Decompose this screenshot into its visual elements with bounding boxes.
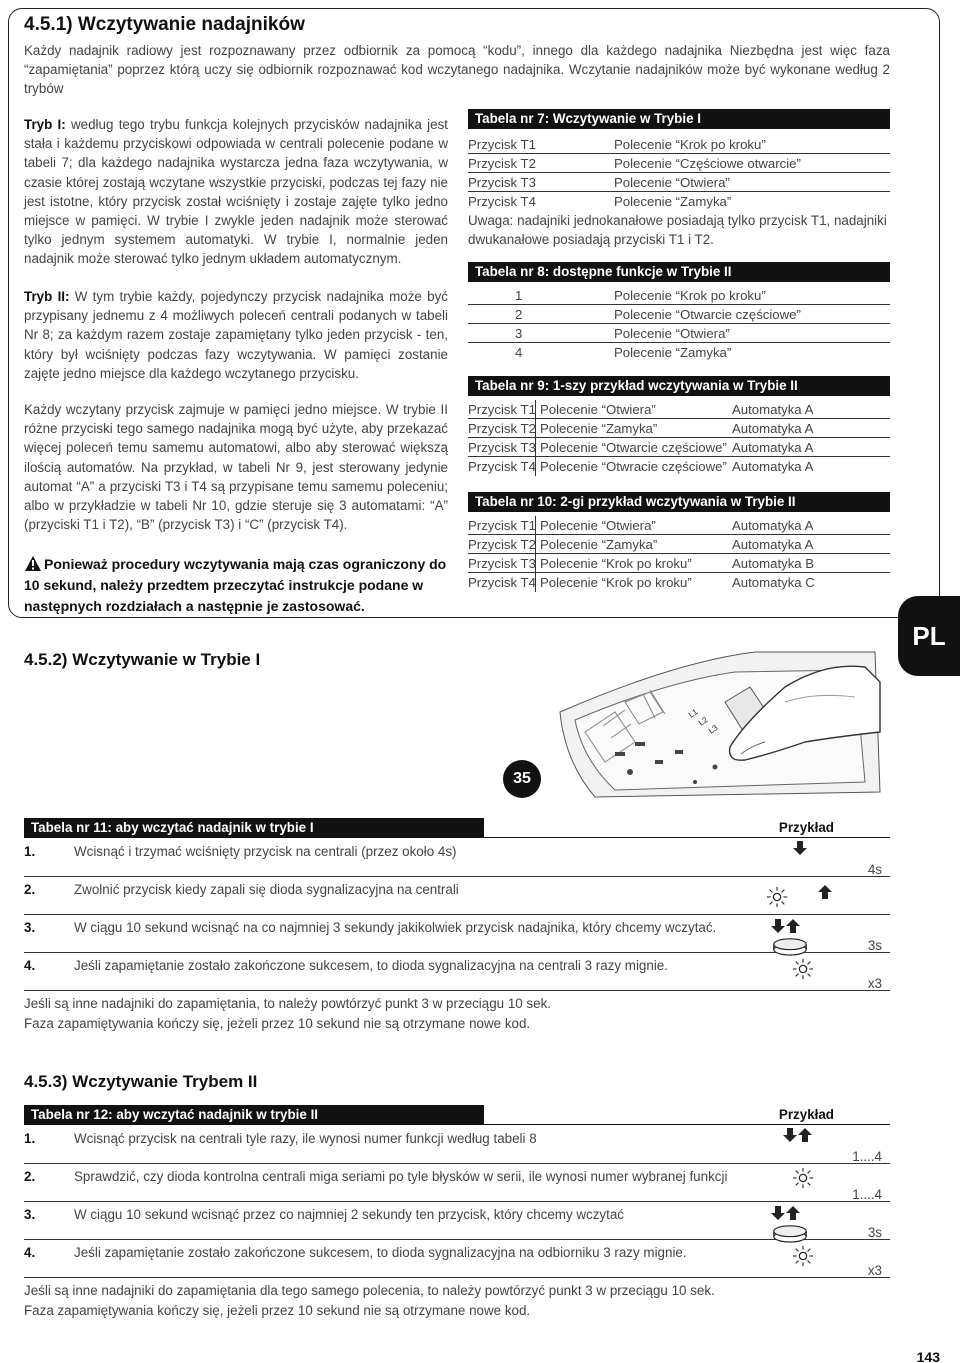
step-number: 2. xyxy=(24,882,36,897)
table-cell: Polecenie “Krok po kroku” xyxy=(535,573,692,592)
step-number: 4. xyxy=(24,958,36,973)
mode2-label: Tryb II: xyxy=(24,289,70,304)
release-up-arrow-icon xyxy=(785,1205,801,1221)
warning-note xyxy=(24,554,464,617)
table-8 xyxy=(468,262,890,362)
table-11-footer-1: Jeśli są inne nadajniki do zapamiętania, to należy powtórzyć punkt 3 w przeciągu 10 sek. xyxy=(24,996,551,1011)
table-cell: 4 xyxy=(515,345,523,360)
led-label-l2: L2 xyxy=(696,715,710,728)
table-cell: Polecenie “Otwarcie częściowe” xyxy=(614,307,801,322)
table-cell: Polecenie “Częściowe otwarcie” xyxy=(614,156,801,171)
table-cell: Przycisk T1 xyxy=(468,137,536,152)
figure-control-unit-photo xyxy=(555,642,885,800)
example-value: 4s xyxy=(867,862,882,877)
table-row xyxy=(468,438,890,457)
page-number: 143 xyxy=(916,1349,940,1363)
led-label-l1: L1 xyxy=(686,707,700,720)
table-row xyxy=(468,535,890,554)
table-row xyxy=(468,573,890,592)
example-value: 1....4 xyxy=(852,1149,882,1164)
remote-button-icon xyxy=(772,1223,808,1243)
table-cell: Automatyka A xyxy=(732,537,814,552)
table-row xyxy=(468,305,890,324)
table-row xyxy=(468,173,890,192)
table-cell: Polecenie “Krok po kroku” xyxy=(535,554,692,573)
step-text: Zwolnić przycisk kiedy zapali się dioda sygnalizacyjna na centrali xyxy=(74,882,459,897)
table-row xyxy=(468,516,890,535)
divider xyxy=(24,1239,890,1240)
table-cell: Automatyka A xyxy=(732,402,814,417)
table-cell: Polecenie “Otwracie częściowe” xyxy=(535,457,727,476)
step-number: 1. xyxy=(24,844,36,859)
section-title-4-5-2: 4.5.2) Wczytywanie w Trybie I xyxy=(24,650,261,669)
table-row xyxy=(468,135,890,154)
step-text: W ciągu 10 sekund wcisnąć na co najmniej 3 sekundy jakikolwiek przycisk nadajnika, który chcemy wczytać. xyxy=(74,920,717,935)
press-down-arrow-icon xyxy=(792,840,808,856)
table-cell: Przycisk T3 xyxy=(468,440,536,455)
table-cell: Automatyka B xyxy=(732,556,815,571)
led-blink-icon xyxy=(792,958,814,980)
mode1-text: według tego trybu funkcja kolejnych przycisków nadajnika jest stała i każdemu przyciskowi odpowiada w centrali polecenie podane w tabeli 7; dla każdego nadajnika wystarcza jedna faza wczytywania, w czasie której zostają wczytane wszystkie przyciski, podczas tej fazy nie jest istotne, który przycisk został wciśnięty i zostaje zajęte tylko jedno miejsce w pamięci. W trybie I zwykle jeden nadajnik może sterować tylko jednym systemem automatyki. W trybie I, normalnie jeden nadajnik może sterować tylko jednym układem automatycznym. xyxy=(24,117,448,267)
step-text: Sprawdzić, czy dioda kontrolna centrali miga seriami po tyle błysków w serii, ile wynosi numer wybranej funkcji xyxy=(74,1169,728,1184)
mode2-paragraph xyxy=(24,287,448,383)
step-text: Jeśli zapamiętanie zostało zakończone sukcesem, to dioda sygnalizacyjna na centrali 3 razy mignie. xyxy=(74,958,668,973)
example-value: x3 xyxy=(867,1263,882,1278)
step-number: 1. xyxy=(24,1131,36,1146)
led-label-l3: L3 xyxy=(706,723,720,736)
table-row xyxy=(468,286,890,305)
divider xyxy=(24,1163,890,1164)
table-cell: Polecenie “Otwiera” xyxy=(614,175,730,190)
release-up-arrow-icon xyxy=(785,918,801,934)
table-cell: Przycisk T4 xyxy=(468,194,536,209)
table-11-footer-2: Faza zapamiętywania kończy się, jeżeli przez 10 sekund nie są otrzymane nowe kod. xyxy=(24,1016,531,1031)
divider xyxy=(24,876,890,877)
mode2-text: W tym trybie każdy, pojedynczy przycisk nadajnika może być przypisany jednemu z 4 możliwych poleceń centrali podanych w tabeli Nr 8; za każdym razem zostaje zapamiętany tylko jeden przycisk - ten, który był wciśnięty podczas fazy wczytywania. W pamięci zostanie zajęte jedno miejsce dla każdego wczytanego przycisku. xyxy=(24,289,448,381)
language-tab: PL xyxy=(898,596,960,676)
intro-paragraph: Każdy nadajnik radiowy jest rozpoznawany przez odbiornik za pomocą “kodu”, innego dla każdego nadajnika Niezbędna jest więc faza “zapamiętania” poprzez którą uczy się odbiornik rozpoznawać kod wczytanego nadajnika. Wczytanie nadajników może być wykonane według 2 trybów xyxy=(24,43,890,96)
table-cell: Przycisk T4 xyxy=(468,459,536,474)
table-cell: Przycisk T3 xyxy=(468,175,536,190)
table-11-title: Tabela nr 11: aby wczytać nadajnik w trybie I xyxy=(24,818,484,838)
section-title-4-5-1: 4.5.1) Wczytywanie nadajników xyxy=(24,14,305,35)
led-blink-icon xyxy=(792,1245,814,1267)
table-row xyxy=(468,457,890,476)
figure-number-badge: 35 xyxy=(503,760,541,798)
table-row xyxy=(468,192,890,211)
mode-usage-paragraph: Każdy wczytany przycisk zajmuje w pamięci jedno miejsce. W trybie II różne przyciski tego samego nadajnika mogą być użyte, aby przekazać więcej poleceń temu samemu automatowi, albo aby sterować większą ilością automatów. Na przykład, w tabeli Nr 9, jest sterowany jedynie automat “A” a przyciski T3 i T4 są przypisane temu samemu poleceniu; albo w przykładzie w tabeli Nr 10, gdzie steruje się 3 automatami: “A” (przyciski T1 i T2), “B” (przycisk T3) i “C” (przycisk T4). xyxy=(24,402,448,533)
table-12-header xyxy=(24,1105,890,1125)
table-cell: Przycisk T2 xyxy=(468,156,536,171)
mode1-paragraph xyxy=(24,115,448,269)
table-cell: Automatyka A xyxy=(732,440,814,455)
mode1-label: Tryb I: xyxy=(24,117,66,132)
step-text: Jeśli zapamiętanie zostało zakończone sukcesem, to dioda sygnalizacyjna na odbiorniku 3 razy mignie. xyxy=(74,1245,687,1260)
table-cell: Polecenie “Krok po kroku” xyxy=(614,288,766,303)
led-blink-icon xyxy=(792,1167,814,1189)
example-value: 1....4 xyxy=(852,1187,882,1202)
step-text: Wcisnąć i trzymać wciśnięty przycisk na centrali (przez około 4s) xyxy=(74,844,457,859)
table-cell: Polecenie “Zamyka” xyxy=(614,194,732,209)
remote-button-icon xyxy=(772,936,808,956)
table-cell: 2 xyxy=(515,307,523,322)
table-cell: Przycisk T2 xyxy=(468,537,536,552)
divider xyxy=(24,1201,890,1202)
table-9-title: Tabela nr 9: 1-szy przykład wczytywania w Trybie II xyxy=(468,376,890,396)
example-header: Przykład xyxy=(778,820,834,835)
divider xyxy=(24,952,890,953)
table-7-note: Uwaga: nadajniki jednokanałowe posiadają tylko przycisk T1, nadajniki dwukanałowe posiadają przyciski T1 i T2. xyxy=(468,213,887,247)
table-cell: Automatyka A xyxy=(732,421,814,436)
table-cell: Automatyka A xyxy=(732,518,814,533)
table-cell: Polecenie “Otwarcie częściowe” xyxy=(535,438,727,457)
table-cell: Automatyka C xyxy=(732,575,815,590)
table-cell: 1 xyxy=(515,288,523,303)
table-12-footer-2: Faza zapamiętywania kończy się, jeżeli przez 10 sekund nie są otrzymane nowe kod. xyxy=(24,1303,531,1318)
table-cell: 3 xyxy=(515,326,523,341)
table-cell: Polecenie “Zamyka” xyxy=(535,419,657,438)
warning-text: Ponieważ procedury wczytywania mają czas ograniczony do 10 sekund, należy przedtem przeczytać instrukcje podane w następnych rozdziałach a następnie je zastosować. xyxy=(24,556,447,614)
table-12-title: Tabela nr 12: aby wczytać nadajnik w trybie II xyxy=(24,1105,484,1125)
table-10 xyxy=(468,492,890,592)
table-7-title: Tabela nr 7: Wczytywanie w Trybie I xyxy=(468,109,890,129)
led-on-icon xyxy=(766,886,788,908)
press-down-arrow-icon xyxy=(770,918,786,934)
table-cell: Przycisk T2 xyxy=(468,421,536,436)
table-row xyxy=(468,419,890,438)
step-number: 2. xyxy=(24,1169,36,1184)
table-cell: Polecenie “Otwiera” xyxy=(614,326,730,341)
table-cell: Przycisk T4 xyxy=(468,575,536,590)
step-number: 4. xyxy=(24,1245,36,1260)
press-down-arrow-icon xyxy=(782,1127,798,1143)
table-cell: Przycisk T3 xyxy=(468,556,536,571)
example-value: x3 xyxy=(867,976,882,991)
table-cell: Polecenie “Zamyka” xyxy=(614,345,732,360)
table-12 xyxy=(24,1105,890,1320)
table-cell: Automatyka A xyxy=(732,459,814,474)
table-9 xyxy=(468,376,890,476)
warning-icon xyxy=(24,555,42,572)
table-12-footer-1: Jeśli są inne nadajniki do zapamiętania dla tego samego polecenia, to należy powtórzyć punkt 3 w przeciągu 10 sek. xyxy=(24,1283,715,1298)
divider xyxy=(24,1277,890,1278)
table-11-header xyxy=(24,818,890,838)
example-header: Przykład xyxy=(778,1107,834,1122)
table-row xyxy=(468,154,890,173)
table-cell: Przycisk T1 xyxy=(468,518,536,533)
table-cell: Polecenie “Otwiera” xyxy=(535,400,656,419)
release-up-arrow-icon xyxy=(797,1127,813,1143)
step-text: W ciągu 10 sekund wcisnąć przez co najmniej 2 sekundy ten przycisk, który chcemy wczytać xyxy=(74,1207,624,1222)
divider xyxy=(24,914,890,915)
table-cell: Polecenie “Krok po kroku” xyxy=(614,137,766,152)
table-cell: Polecenie “Zamyka” xyxy=(535,535,657,554)
example-value: 3s xyxy=(867,1225,882,1240)
table-cell: Polecenie “Otwiera” xyxy=(535,516,656,535)
step-number: 3. xyxy=(24,920,36,935)
table-row xyxy=(468,554,890,573)
table-7 xyxy=(468,109,890,211)
table-cell: Przycisk T1 xyxy=(468,402,536,417)
table-row xyxy=(468,343,890,362)
section-title-4-5-3: 4.5.3) Wczytywanie Trybem II xyxy=(24,1072,258,1091)
table-8-title: Tabela nr 8: dostępne funkcje w Trybie II xyxy=(468,262,890,282)
example-value: 3s xyxy=(867,938,882,953)
table-10-title: Tabela nr 10: 2-gi przykład wczytywania w Trybie II xyxy=(468,492,890,512)
step-text: Wcisnąć przycisk na centrali tyle razy, ile wynosi numer funkcji według tabeli 8 xyxy=(74,1131,537,1146)
press-down-arrow-icon xyxy=(770,1205,786,1221)
divider xyxy=(24,990,890,991)
step-number: 3. xyxy=(24,1207,36,1222)
release-up-arrow-icon xyxy=(817,884,833,900)
table-row xyxy=(468,400,890,419)
table-row xyxy=(468,324,890,343)
table-11 xyxy=(24,818,890,1038)
